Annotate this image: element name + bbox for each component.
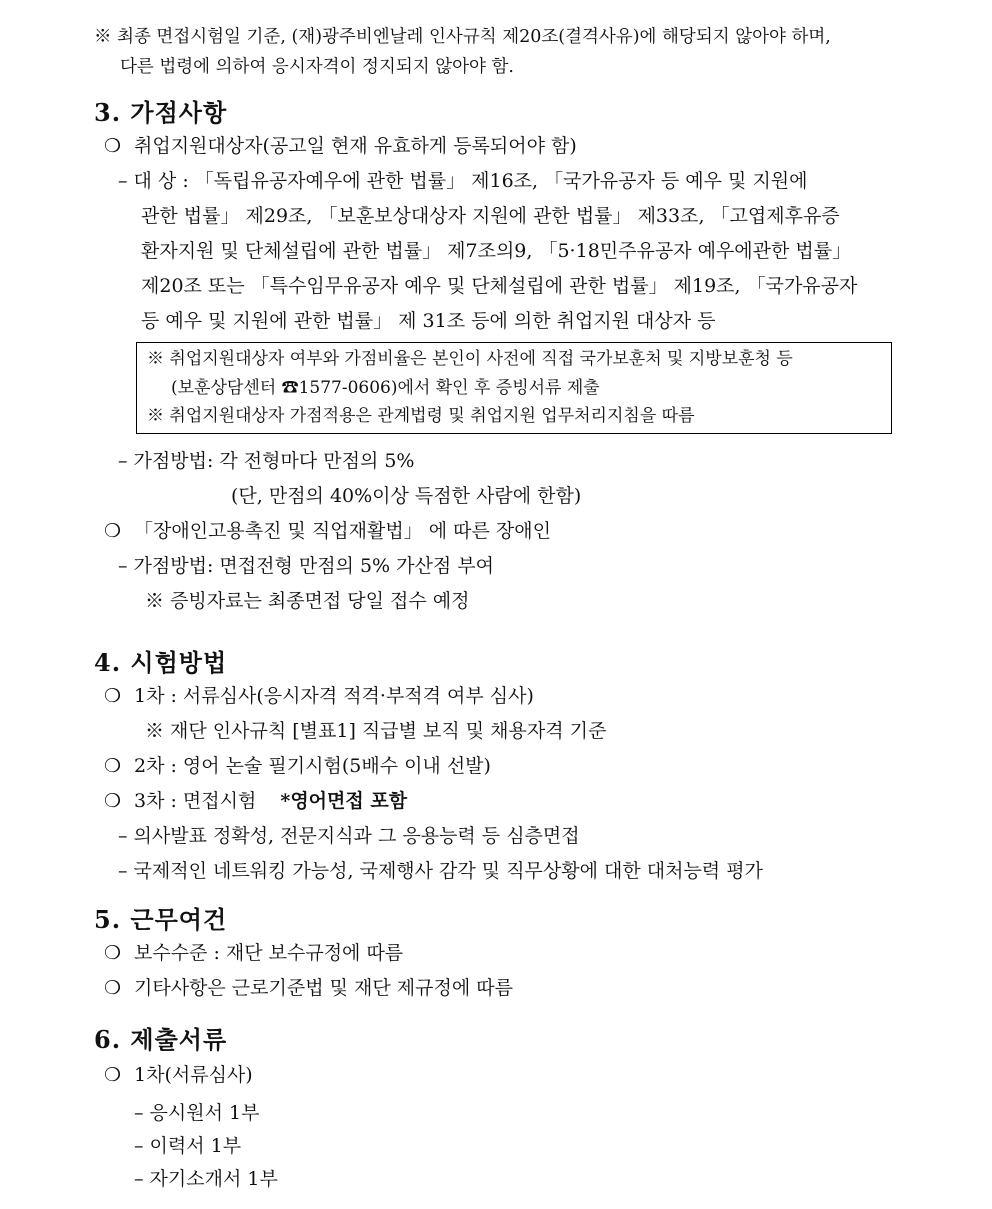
bullet-circle-icon: ❍	[104, 977, 122, 999]
s3-method-2-note: ※ 증빙자료는 최종면접 당일 접수 예정	[145, 590, 470, 612]
s3-target-line-1: – 대 상 : 「독립유공자예우에 관한 법률」 제16조, 「국가유공자 등 예우 및 지원에	[118, 170, 808, 192]
bullet-circle-icon: ❍	[104, 520, 122, 542]
s3-note-line-2: (보훈상담센터 ☎1577-0606)에서 확인 후 증빙서류 제출	[171, 378, 600, 398]
bullet-circle-icon: ❍	[104, 135, 122, 157]
s4-step3-english-interview: *영어면접 포함	[280, 790, 408, 812]
s5-item-2	[104, 976, 513, 1000]
s3-item2-text: 「장애인고용촉진 및 직업재활법」 에 따른 장애인	[134, 520, 551, 542]
s6-doc-3: – 자기소개서 1부	[134, 1168, 278, 1190]
bullet-circle-icon: ❍	[104, 1064, 122, 1086]
s6-item-1	[104, 1063, 253, 1087]
s5-item-1	[104, 941, 403, 965]
section-4-title: 4. 시험방법	[94, 648, 228, 677]
s3-method-1-note: (단, 만점의 40%이상 득점한 사람에 한함)	[231, 485, 582, 507]
bullet-circle-icon: ❍	[104, 942, 122, 964]
s3-note-line-1: ※ 취업지원대상자 여부와 가점비율은 본인이 사전에 직접 국가보훈처 및 지방보훈청 등	[147, 349, 793, 369]
s3-item-employment-support	[104, 134, 577, 158]
s6-item1-text: 1차(서류심사)	[134, 1064, 253, 1086]
bullet-circle-icon: ❍	[104, 790, 122, 812]
s4-step3-text: 3차 : 면접시험	[134, 790, 257, 812]
s3-target-line-4: 제20조 또는 「특수임무유공자 예우 및 단체설립에 관한 법률」 제19조, 「국가유공자	[141, 275, 858, 297]
s3-item1-text: 취업지원대상자(공고일 현재 유효하게 등록되어야 함)	[134, 135, 577, 157]
section-3-title: 3. 가점사항	[94, 98, 228, 127]
section-6-title: 6. 제출서류	[94, 1025, 228, 1054]
s4-step-2	[104, 754, 491, 778]
s3-method-2: – 가점방법: 면접전형 만점의 5% 가산점 부여	[118, 555, 494, 577]
bullet-circle-icon: ❍	[104, 685, 122, 707]
s6-doc-2: – 이력서 1부	[134, 1135, 242, 1157]
s3-target-line-2: 관한 법률」 제29조, 「보훈보상대상자 지원에 관한 법률」 제33조, 「고엽제후유증	[141, 205, 840, 227]
s5-item1-text: 보수수준 : 재단 보수규정에 따름	[134, 942, 404, 964]
s3-target-line-3: 환자지원 및 단체설립에 관한 법률」 제7조의9, 「5·18민주유공자 예우에관한 법률」	[141, 240, 852, 262]
s4-step2-text: 2차 : 영어 논술 필기시험(5배수 이내 선발)	[134, 755, 491, 777]
bullet-circle-icon: ❍	[104, 755, 122, 777]
s3-target-line-5: 등 예우 및 지원에 관한 법률」 제 31조 등에 의한 취업지원 대상자 등	[141, 310, 716, 332]
s3-method-1: – 가점방법: 각 전형마다 만점의 5%	[118, 450, 415, 472]
s4-step1-text: 1차 : 서류심사(응시자격 적격·부적격 여부 심사)	[134, 685, 534, 707]
s3-item-disabled	[104, 519, 551, 543]
s4-detail-1: – 의사발표 정확성, 전문지식과 그 응용능력 등 심층면접	[118, 825, 580, 847]
s4-step-3	[104, 789, 407, 813]
s6-doc-1: – 응시원서 1부	[134, 1102, 260, 1124]
intro-note-line-2: 다른 법령에 의하여 응시자격이 정지되지 않아야 함.	[120, 57, 514, 77]
s5-item2-text: 기타사항은 근로기준법 및 재단 제규정에 따름	[134, 977, 513, 999]
s3-note-line-3: ※ 취업지원대상자 가점적용은 관계법령 및 취업지원 업무처리지침을 따름	[147, 406, 695, 426]
s4-detail-2: – 국제적인 네트워킹 가능성, 국제행사 감각 및 직무상황에 대한 대처능력 평가	[118, 860, 763, 882]
section-5-title: 5. 근무여건	[94, 905, 228, 934]
s3-note-box	[136, 342, 892, 434]
s4-step-1-note: ※ 재단 인사규칙 [별표1] 직급별 보직 및 채용자격 기준	[145, 720, 607, 742]
s4-step-1	[104, 684, 534, 708]
intro-note-line-1: ※ 최종 면접시험일 기준, (재)광주비엔날레 인사규칙 제20조(결격사유)에 해당되지 않아야 하며,	[94, 27, 831, 47]
